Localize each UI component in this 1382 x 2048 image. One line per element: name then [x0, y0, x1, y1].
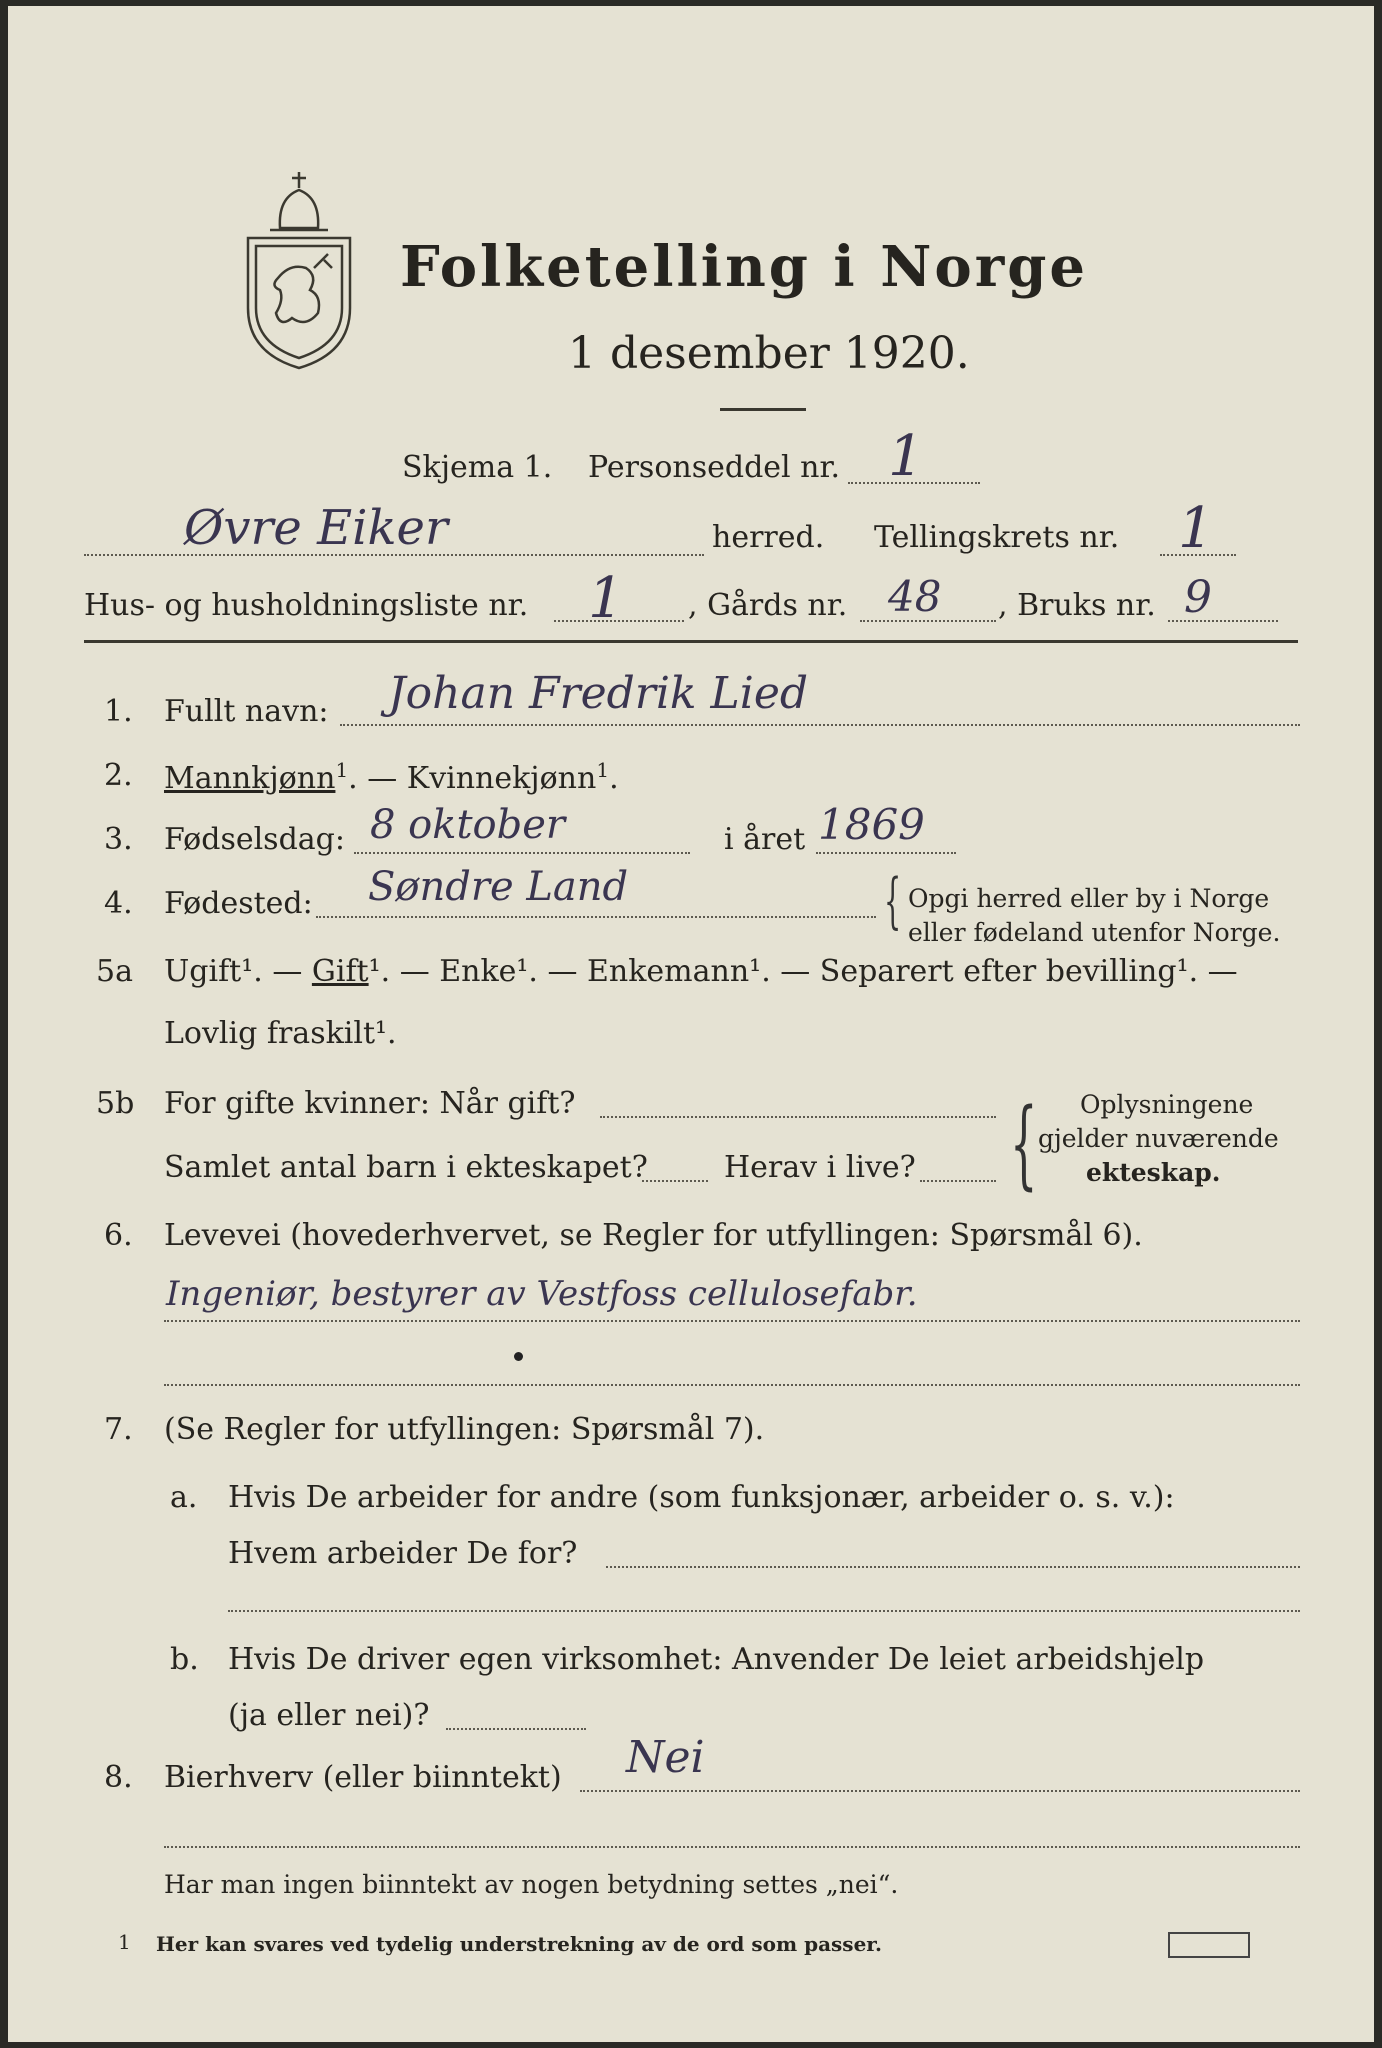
- q8-value: Nei: [626, 1732, 705, 1783]
- q3-value: 8 oktober: [370, 802, 566, 848]
- q7b-line2: (ja eller nei)?: [228, 1698, 430, 1733]
- form-title: Folketelling i Norge: [400, 234, 1089, 300]
- q3-year-label: i året: [724, 822, 806, 857]
- printer-stamp: [1168, 1932, 1250, 1958]
- hus-value: 1: [588, 566, 624, 631]
- q4-note-line1: Opgi herred eller by i Norge: [908, 884, 1270, 913]
- q5b-alive-line: [920, 1180, 996, 1182]
- herred-value: Øvre Eiker: [184, 500, 448, 556]
- q6-label: Levevei (hovederhvervet, se Regler for utfyllingen: Spørsmål 6).: [164, 1218, 1143, 1253]
- skjema-label: Skjema 1.: [402, 450, 553, 485]
- q5b-number: 5b: [96, 1086, 135, 1121]
- personseddel-value: 1: [888, 424, 924, 489]
- q5b-alive-label: Herav i live?: [724, 1150, 916, 1185]
- q6-number: 6.: [104, 1218, 133, 1253]
- q7a-employer-line: [606, 1566, 1300, 1568]
- q5b-married-line: [600, 1116, 996, 1118]
- q5b-children-label: Samlet antal barn i ekteskapet?: [164, 1150, 648, 1185]
- q2-sex-options: Mannkjønn$^1$. — Kvinnekjønn$^1$.: [164, 758, 619, 796]
- gards-value: 48: [888, 572, 942, 621]
- q5b-children-line: [642, 1180, 708, 1182]
- q7b-letter: b.: [170, 1642, 199, 1677]
- q2-number: 2.: [104, 758, 133, 793]
- q8-line2: [164, 1846, 1300, 1848]
- q4-line: [316, 916, 876, 918]
- nei-instruction: Har man ingen biinntekt av nogen betydning settes „nei“.: [164, 1870, 899, 1899]
- q5a-options: Ugift¹. — Gift¹. — Enke¹. — Enkemann¹. — Separert efter bevilling¹. —: [164, 954, 1238, 989]
- bruks-label: , Bruks nr.: [998, 588, 1156, 623]
- census-date: 1 desember 1920.: [568, 328, 970, 379]
- q6-value: Ingeniør, bestyrer av Vestfoss cellulosefabr.: [166, 1274, 918, 1314]
- q2-male-option: Mannkjønn: [164, 761, 336, 796]
- q7a-employer-line2: [228, 1610, 1300, 1612]
- q1-number: 1.: [104, 694, 133, 729]
- q4-label: Fødested:: [164, 886, 313, 921]
- q4-note-line2: eller fødeland utenfor Norge.: [908, 918, 1281, 947]
- q5b-note-line2: gjelder nuværende: [1038, 1124, 1279, 1153]
- q3-number: 3.: [104, 822, 133, 857]
- q8-label: Bierhverv (eller biinntekt): [164, 1760, 562, 1795]
- q3-year-line: [816, 852, 956, 854]
- q6-line1: [164, 1320, 1300, 1322]
- footnote-text: Her kan svares ved tydelig understrekning av de ord som passer.: [156, 1932, 882, 1956]
- q1-value: Johan Fredrik Lied: [388, 668, 809, 719]
- q7a-letter: a.: [170, 1480, 198, 1515]
- q3-day-line: [354, 852, 690, 854]
- q3-year-value: 1869: [818, 800, 925, 849]
- bruks-value: 9: [1184, 572, 1212, 623]
- q7b-answer-line: [446, 1728, 586, 1730]
- q8-number: 8.: [104, 1760, 133, 1795]
- census-form: [8, 6, 1374, 2042]
- q3-label: Fødselsdag:: [164, 822, 345, 857]
- title-divider: [720, 408, 806, 411]
- coat-of-arms-icon: [240, 168, 358, 373]
- q5a-gift-option: Gift: [311, 954, 369, 989]
- footnote-mark: 1: [118, 1930, 131, 1954]
- q2-female-option: Kvinnekjønn: [406, 761, 597, 796]
- q5b-label: For gifte kvinner: Når gift?: [164, 1086, 576, 1121]
- q7a-employer-label: Hvem arbeider De for?: [228, 1536, 578, 1571]
- ink-dot: [514, 1352, 523, 1361]
- q1-label: Fullt navn:: [164, 694, 329, 729]
- tellingskrets-value: 1: [1178, 496, 1214, 561]
- q5b-brace: {: [1010, 1088, 1038, 1200]
- q5b-note-line1: Oplysningene: [1080, 1090, 1254, 1119]
- q7-number: 7.: [104, 1412, 133, 1447]
- header-rule: [84, 640, 1298, 643]
- q4-number: 4.: [104, 886, 133, 921]
- hus-label: Hus- og husholdningsliste nr.: [84, 588, 529, 623]
- q6-line2: [164, 1384, 1300, 1386]
- q1-line: [340, 724, 1300, 726]
- q5a-line2: Lovlig fraskilt¹.: [164, 1016, 397, 1051]
- q8-line1: [580, 1790, 1300, 1792]
- gards-label: , Gårds nr.: [688, 588, 848, 623]
- q5a-number: 5a: [96, 954, 133, 989]
- q7b-label: Hvis De driver egen virksomhet: Anvender De leiet arbeidshjelp: [228, 1642, 1205, 1677]
- q4-value: Søndre Land: [368, 864, 629, 910]
- q4-brace: {: [884, 866, 902, 936]
- herred-label: herred.: [712, 520, 825, 555]
- personseddel-label: Personseddel nr.: [588, 450, 841, 485]
- tellingskrets-label: Tellingskrets nr.: [874, 520, 1120, 555]
- q7-label: (Se Regler for utfyllingen: Spørsmål 7).: [164, 1412, 765, 1447]
- q5b-note-line3: ekteskap.: [1086, 1158, 1221, 1187]
- q7a-label: Hvis De arbeider for andre (som funksjonær, arbeider o. s. v.):: [228, 1480, 1175, 1515]
